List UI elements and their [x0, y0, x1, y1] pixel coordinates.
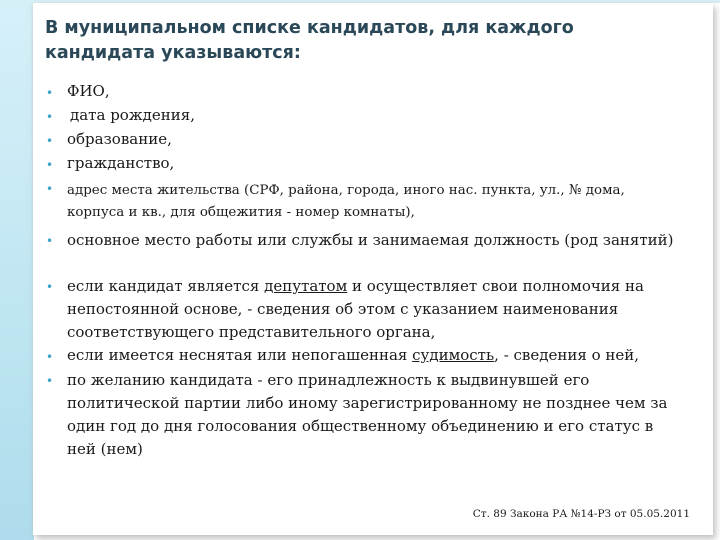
citation: Ст. 89 Закона РА №14-РЗ от 05.05.2011 [472, 508, 690, 520]
list-item: адрес места жительства (СРФ, района, города, иного нас. пункта, ул., № дома, корпуса и кв., для общежития - номер комнаты), [67, 183, 625, 220]
bullet-icon: • [46, 234, 54, 248]
list-item: ФИО, [67, 82, 110, 100]
list-item: по желанию кандидата - его принадлежность к выдвинувшей его политической партии либо иному зарегистрированному не позднее чем за один год до дня голосования общественному объединению и его статус в ней (нем) [67, 371, 668, 458]
list-item: если кандидат является депутатом и осуществляет свои полномочия на непостоянной основе, - сведения об этом с указанием наименования соответствующего представительного органа, [67, 277, 644, 341]
underlined-term: депутатом [264, 277, 348, 295]
bullet-icon: • [46, 182, 54, 196]
bullet-icon: • [46, 134, 54, 148]
list-item: дата рождения, [70, 106, 195, 124]
list-item: если имеется неснятая или непогашенная судимость, - сведения о ней, [67, 346, 640, 364]
list-item: образование, [67, 130, 172, 148]
bullet-icon: • [46, 280, 54, 294]
list-item: основное место работы или службы и занимаемая должность (род занятий) [67, 231, 674, 249]
bullet-icon: • [46, 350, 54, 364]
bullet-icon: • [46, 374, 54, 388]
list-item: гражданство, [67, 154, 175, 172]
left-accent-band [0, 0, 34, 540]
slide-title: В муниципальном списке кандидатов, для каждого кандидата указываются: [45, 18, 574, 63]
bullet-icon: • [46, 86, 54, 100]
underlined-term: судимость [412, 346, 495, 364]
bullet-icon: • [46, 110, 54, 124]
bullet-icon: • [46, 158, 54, 172]
